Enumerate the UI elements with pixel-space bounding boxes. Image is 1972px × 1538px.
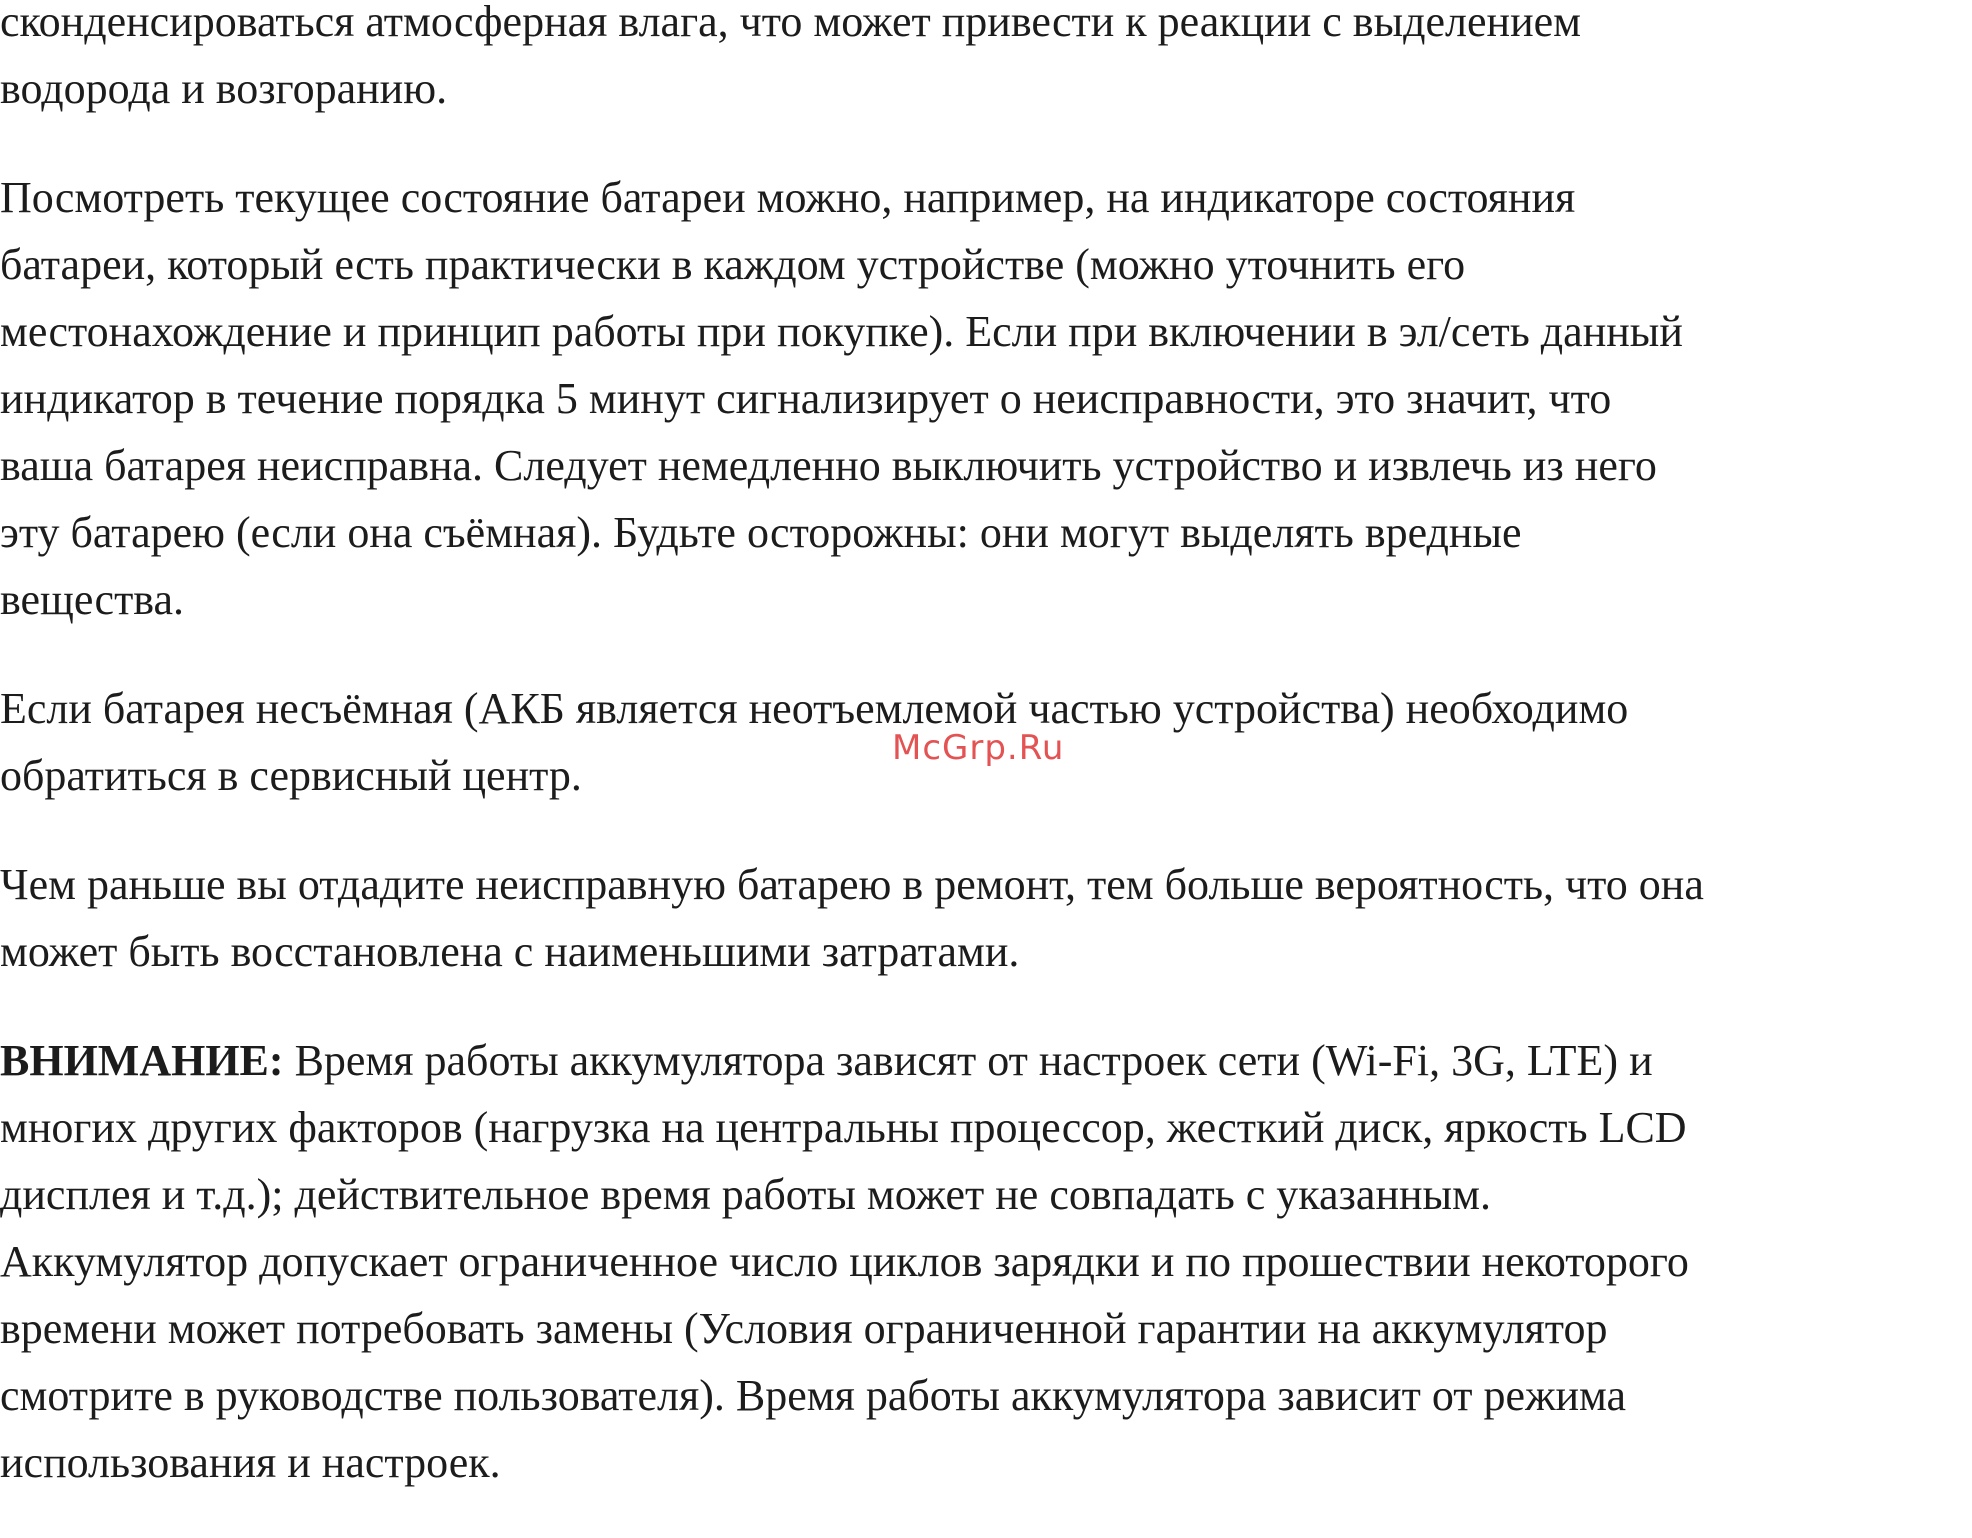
text-line: батареи, который есть практически в каждом устройстве (можно уточнить его (0, 240, 1466, 289)
text-line: может быть восстановлена с наименьшими затратами. (0, 927, 1020, 976)
text-line: местонахождение и принцип работы при покупке). Если при включении в эл/сеть данный (0, 307, 1683, 356)
watermark: McGrp.Ru (892, 728, 1065, 768)
text-line: вещества. (0, 575, 185, 624)
paragraph-warning (0, 1027, 1972, 1496)
text-line: Если батарея несъёмная (АКБ является неотъемлемой частью устройства) необходимо (0, 684, 1629, 733)
text-line: водорода и возгоранию. (0, 64, 448, 113)
warning-label: ВНИМАНИЕ: (0, 1036, 284, 1085)
text-line: многих других факторов (нагрузка на центральны процессор, жесткий диск, яркость LCD (0, 1103, 1687, 1152)
paragraph-condensation (0, 0, 1972, 122)
paragraph-repair-early (0, 851, 1972, 985)
text-line: времени может потребовать замены (Условия ограниченной гарантии на аккумулятор (0, 1304, 1608, 1353)
text-line: сконденсироваться атмосферная влага, что может привести к реакции с выделением (0, 0, 1582, 46)
text-line: Посмотреть текущее состояние батареи можно, например, на индикаторе состояния (0, 173, 1576, 222)
text-line: смотрите в руководстве пользователя). Время работы аккумулятора зависит от режима (0, 1371, 1627, 1420)
text-line: Чем раньше вы отдадите неисправную батарею в ремонт, тем больше вероятность, что она (0, 860, 1704, 909)
text-line: эту батарею (если она съёмная). Будьте осторожны: они могут выделять вредные (0, 508, 1522, 557)
text-line (0, 1027, 1972, 1094)
text-line: индикатор в течение порядка 5 минут сигнализирует о неисправности, это значит, что (0, 374, 1612, 423)
text-line: использования и настроек. (0, 1438, 501, 1487)
text-line: Аккумулятор допускает ограниченное число циклов зарядки и по прошествии некоторого (0, 1237, 1689, 1286)
warning-text: Время работы аккумулятора зависят от настроек сети (Wi-Fi, 3G, LTE) и (283, 1036, 1653, 1085)
text-line: дисплея и т.д.); действительное время работы может не совпадать с указанным. (0, 1170, 1491, 1219)
text-line: ваша батарея неисправна. Следует немедленно выключить устройство и извлечь из него (0, 441, 1657, 490)
paragraph-battery-indicator (0, 164, 1972, 633)
text-line: обратиться в сервисный центр. (0, 751, 582, 800)
